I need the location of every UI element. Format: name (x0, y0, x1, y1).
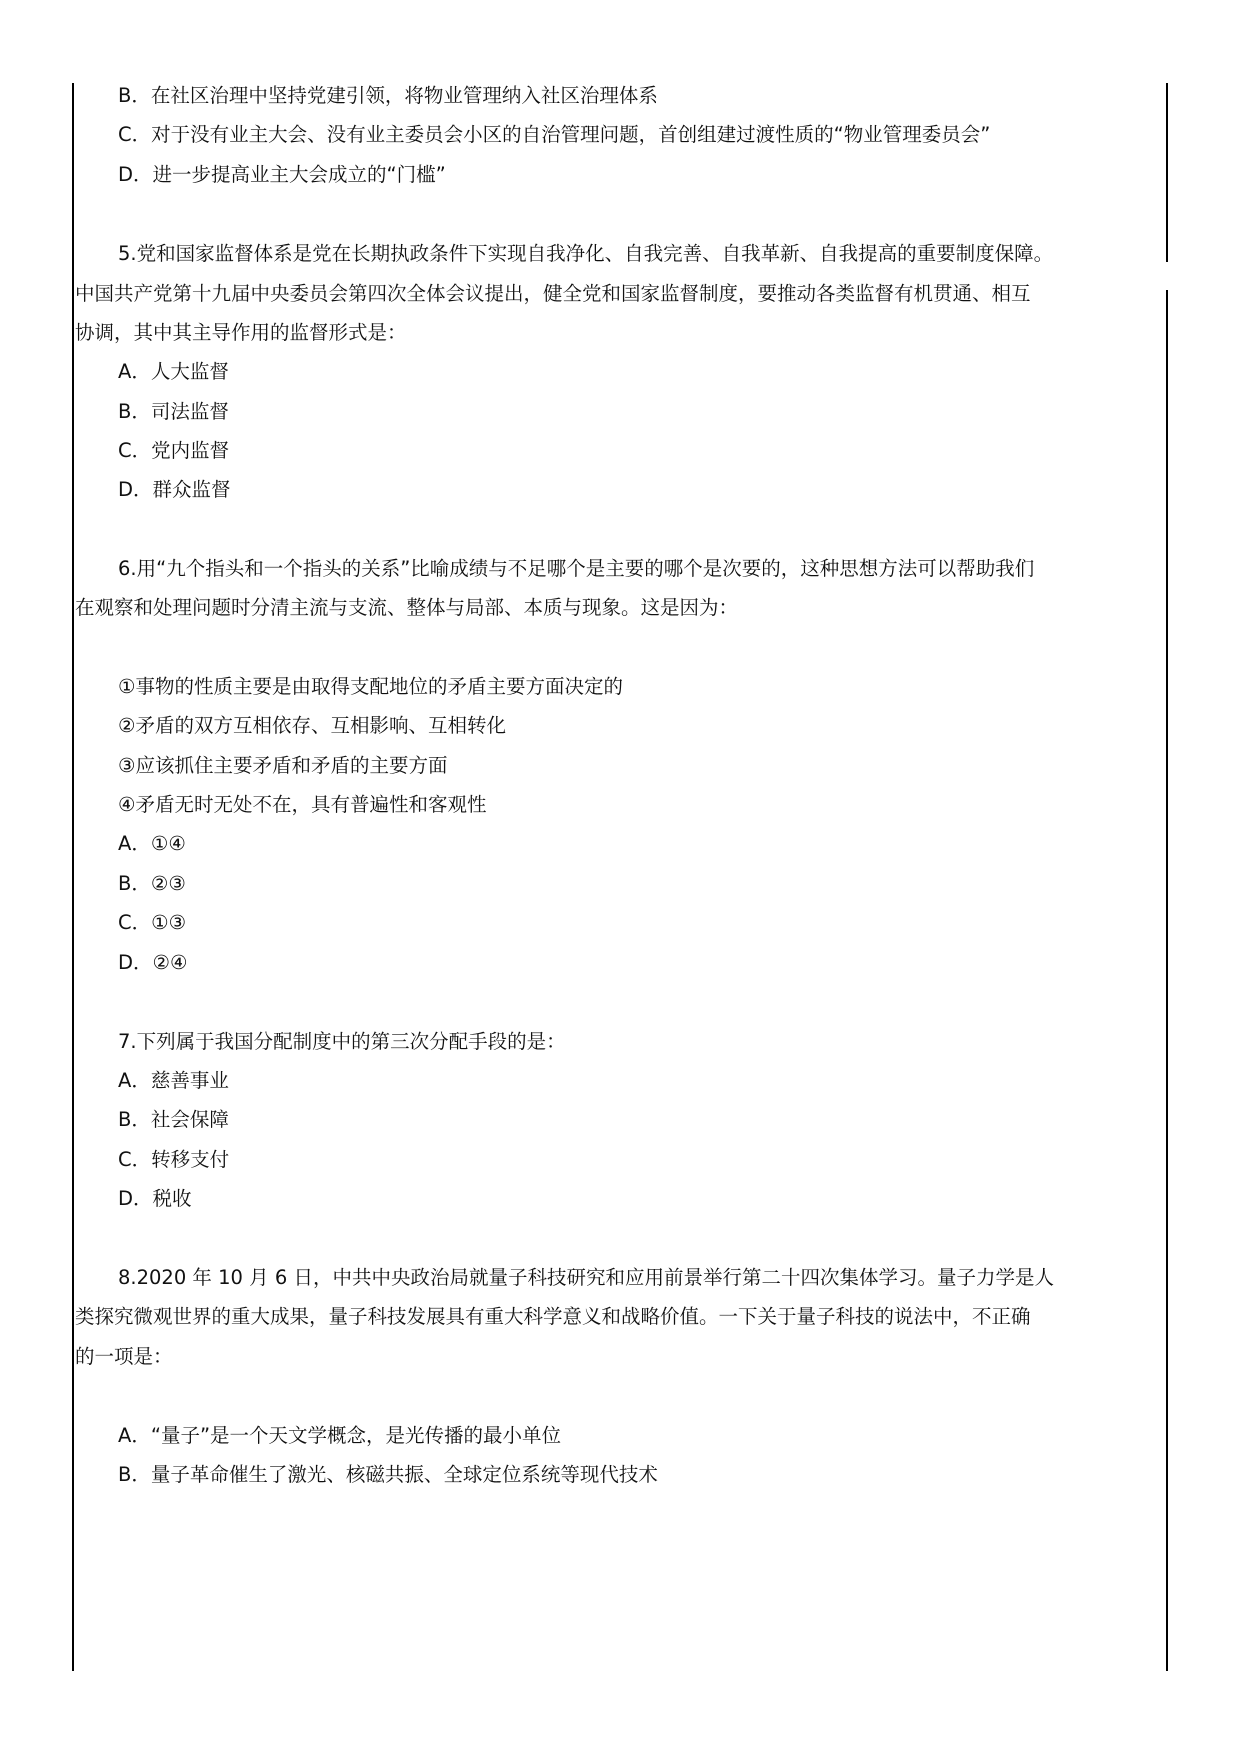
q5-option-a: A．人大监督 (118, 360, 229, 383)
q6-option-c: C．①③ (118, 911, 187, 934)
q6-statement-4: ④矛盾无时无处不在，具有普遍性和客观性 (118, 793, 487, 816)
q8-stem-line-3: 的一项是： (75, 1345, 173, 1368)
q5-stem-line-3: 协调，其中其主导作用的监督形式是： (75, 321, 407, 344)
q7-stem: 7.下列属于我国分配制度中的第三次分配手段的是： (118, 1030, 566, 1053)
q6-option-d: D．②④ (118, 951, 188, 974)
q8-stem-line-2: 类探究微观世界的重大成果，量子科技发展具有重大科学意义和战略价值。一下关于量子科技的说法中，不正确 (75, 1305, 1031, 1328)
q6-statement-3: ③应该抓住主要矛盾和矛盾的主要方面 (118, 754, 448, 777)
page-border-right-bottom (1166, 290, 1168, 1671)
q6-statement-2: ②矛盾的双方互相依存、互相影响、互相转化 (118, 714, 506, 737)
q4-option-c: C．对于没有业主大会、没有业主委员会小区的自治管理问题，首创组建过渡性质的“物业管理委员会” (118, 123, 991, 146)
q6-statement-1: ①事物的性质主要是由取得支配地位的矛盾主要方面决定的 (118, 675, 623, 698)
q4-option-b: B．在社区治理中坚持党建引领，将物业管理纳入社区治理体系 (118, 84, 658, 107)
q5-option-c: C．党内监督 (118, 439, 230, 462)
q6-stem-line-1: 6.用“九个指头和一个指头的关系”比喻成绩与不足哪个是主要的哪个是次要的，这种思想方法可以帮助我们 (118, 557, 1035, 580)
q7-option-a: A．慈善事业 (118, 1069, 229, 1092)
q4-option-d: D．进一步提高业主大会成立的“门槛” (118, 163, 446, 186)
q6-option-b: B．②③ (118, 872, 186, 895)
q6-option-a: A．①④ (118, 832, 186, 855)
q6-stem-line-2: 在观察和处理问题时分清主流与支流、整体与局部、本质与现象。这是因为： (75, 596, 739, 619)
q8-stem-line-1: 8.2020 年 10 月 6 日，中共中央政治局就量子科技研究和应用前景举行第二十四次集体学习。量子力学是人 (118, 1266, 1054, 1289)
q5-stem-line-2: 中国共产党第十九届中央委员会第四次全体会议提出，健全党和国家监督制度，要推动各类监督有机贯通、相互 (75, 282, 1031, 305)
q7-option-d: D．税收 (118, 1187, 192, 1210)
q7-option-c: C．转移支付 (118, 1148, 230, 1171)
q5-option-b: B．司法监督 (118, 400, 229, 423)
q5-option-d: D．群众监督 (118, 478, 231, 501)
q8-option-b: B．量子革命催生了激光、核磁共振、全球定位系统等现代技术 (118, 1463, 658, 1486)
q8-option-a: A．“量子”是一个天文学概念，是光传播的最小单位 (118, 1424, 562, 1447)
page-border-left (72, 83, 74, 1671)
q7-option-b: B．社会保障 (118, 1108, 229, 1131)
q5-stem-line-1: 5.党和国家监督体系是党在长期执政条件下实现自我净化、自我完善、自我革新、自我提高的重要制度保障。 (118, 242, 1054, 265)
page-border-right-top (1166, 83, 1168, 262)
